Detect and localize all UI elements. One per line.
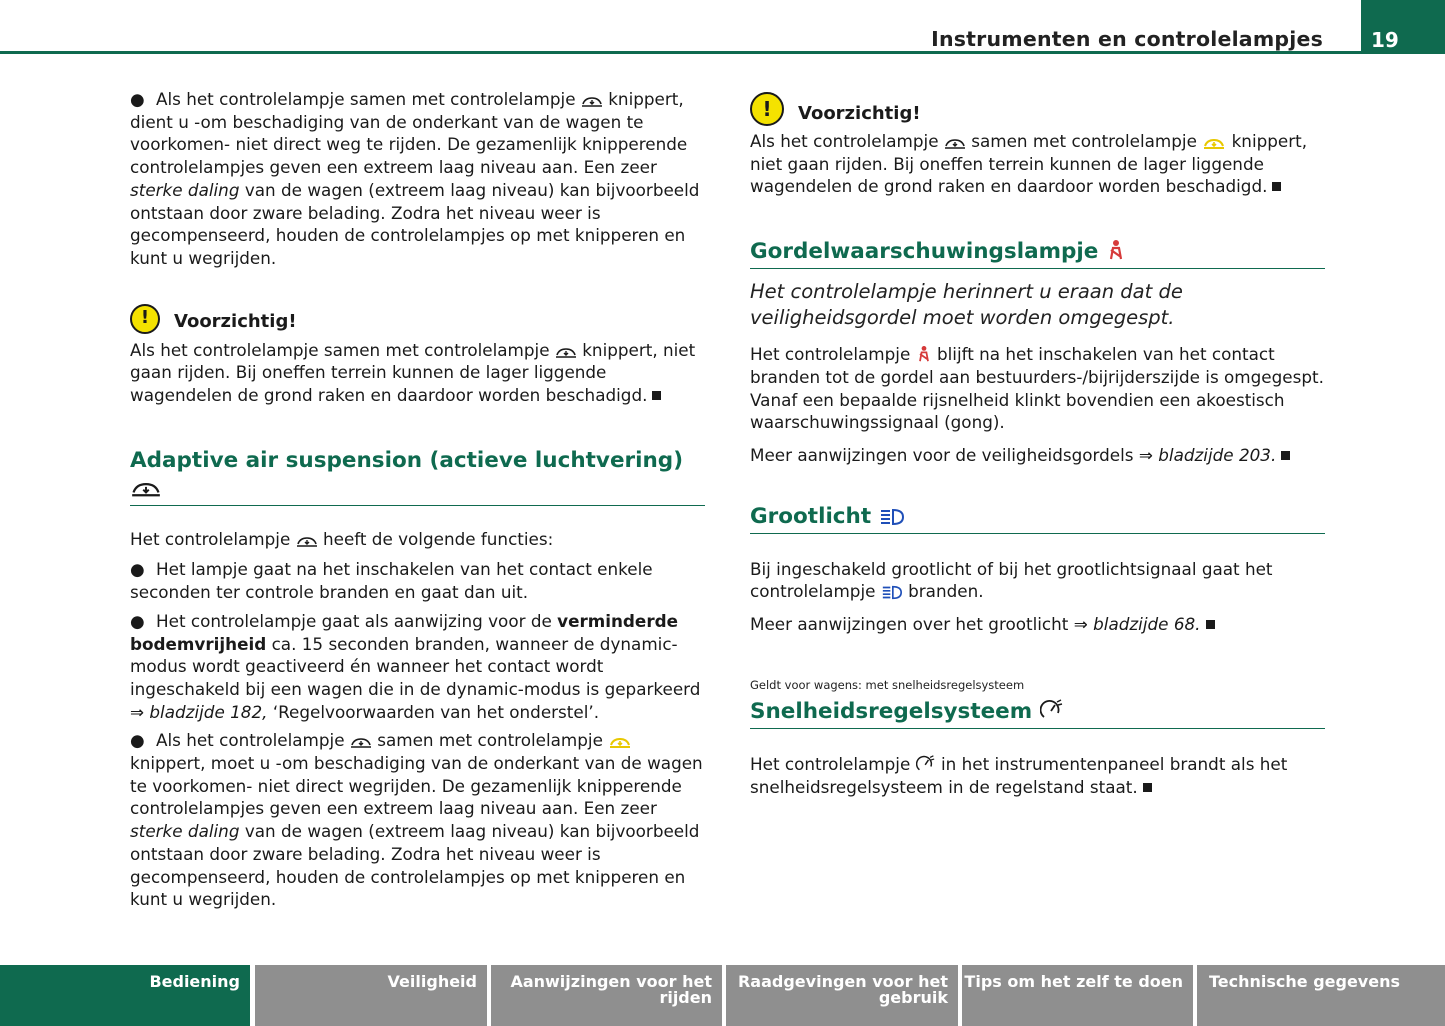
cruise-paragraph: Het controlelampje in het instrumentenpaneel brandt als het snelheidsregelsysteem in de regelstand staat.: [750, 754, 1288, 798]
end-mark-icon: [1281, 451, 1290, 460]
reference-paragraph: Meer aanwijzingen over het grootlicht ⇒ bladzijde 68.: [750, 613, 1325, 636]
bullet-paragraph: ● Als het controlelampje samen met controlelampje knippert, dient u -om beschadiging van de onderkant van de wagen te voorkomen- niet direct weg te rijden. De gezamenlijk knipperende controlelampjes geven een extreem laag niveau aan. Een zeer sterke daling van de wagen (extreem laag niveau) kan bijvoorbeeld ontstaan door zware belading. Zodra het niveau weer is gecompenseerd, houden de controlelampjes op met knipperen en kunt u wegrijden.: [130, 89, 700, 268]
page-number: 19: [1371, 28, 1399, 52]
tab-veiligheid[interactable]: Veiligheid: [255, 965, 487, 1026]
bullet-paragraph: ● Het controlelampje gaat als aanwijzing voor de verminderde bodemvrijheid ca. 15 seconden branden, wanneer de dynamic-modus wordt geactiveerd én wanneer het contact wordt ingeschakeld bij een wagen die in de dynamic-modus is geparkeerd ⇒ bladzijde 182, ‘Regelvoorwaarden van het onderstel’.: [130, 610, 701, 722]
page-title: Instrumenten en controlelampjes: [931, 27, 1323, 51]
warning-text: Als het controlelampje samen met controlelampje knippert, niet gaan rijden. Bij oneffen terrein kunnen de lager liggende wagendelen de grond raken en daardoor worden beschadigd.: [130, 339, 696, 406]
footer-navigation: [0, 965, 1445, 1026]
tab-aanwijzingen[interactable]: Aanwijzingen voor het rijden: [491, 965, 722, 1026]
page-reference-link[interactable]: bladzijde 68.: [1093, 614, 1201, 635]
tab-raadgevingen[interactable]: Raadgevingen voor het gebruik: [726, 965, 958, 1026]
end-mark-icon: [1206, 620, 1215, 629]
tab-tips[interactable]: Tips om het zelf te doen: [962, 965, 1193, 1026]
right-column: [750, 88, 1325, 799]
warning-heading: ! Voorzichtig!: [130, 304, 705, 334]
bullet-icon: ●: [130, 610, 145, 631]
caution-icon: !: [750, 92, 784, 126]
bullet-paragraph: ● Als het controlelampje samen met controlelampje knippert, moet u -om beschadiging van de onderkant van de wagen te voorkomen- niet direct wegrijden. De gezamenlijk knipperende controlelampjes geven een extreem laag niveau aan. Een zeer sterke daling van de wagen (extreem laag niveau) kan bijvoorbeeld ontstaan door zware belading. Zodra het niveau weer is gecompenseerd, houden de controlelampjes op met knipperen en kunt u wegrijden.: [130, 730, 703, 910]
bullet-icon: ●: [130, 89, 145, 109]
suspension-warning-icon: [296, 535, 318, 548]
suspension-warning-icon: [555, 346, 577, 359]
suspension-yellow-icon: [1202, 137, 1226, 150]
applicability-note: Geldt voor wagens: met snelheidsregelsysteem: [750, 677, 1025, 692]
header-rule: [0, 51, 1361, 54]
suspension-warning-icon: [944, 137, 966, 150]
page-number-box: [1361, 0, 1445, 54]
section-lead: Het controlelampje herinnert u eraan dat de veiligheidsgordel moet worden omgegespt.: [750, 280, 1183, 330]
high-beam-icon: [879, 508, 905, 526]
seatbelt-icon: [916, 345, 932, 363]
cruise-control-icon: [1040, 699, 1064, 721]
section-heading-air-suspension: Adaptive air suspension (actieve luchtvering): [130, 447, 705, 506]
section-heading-cruise-control: Snelheidsregelsysteem: [750, 698, 1325, 729]
seatbelt-icon: [1106, 239, 1126, 261]
section-heading-high-beam: Grootlicht: [750, 503, 1325, 534]
suspension-warning-icon: [350, 736, 372, 749]
reference-paragraph: Meer aanwijzingen voor de veiligheidsgordels ⇒ bladzijde 203.: [750, 444, 1325, 467]
suspension-warning-icon: [581, 95, 603, 108]
caution-icon: !: [130, 304, 160, 334]
beam-paragraph: Bij ingeschakeld grootlicht of bij het grootlichtsignaal gaat het controlelampje branden.: [750, 558, 1273, 602]
cruise-control-icon: [916, 755, 936, 773]
end-mark-icon: [1272, 182, 1281, 191]
bullet-paragraph: ● Het lampje gaat na het inschakelen van het contact enkele seconden ter controle branden en gaat dan uit.: [130, 559, 653, 603]
end-mark-icon: [1143, 783, 1152, 792]
page-reference-link[interactable]: bladzijde 182,: [149, 701, 268, 722]
bullet-icon: ●: [130, 559, 145, 580]
suspension-warning-icon: [130, 480, 162, 498]
belt-paragraph: Het controlelampje blijft na het inschakelen van het contact branden tot de gordel aan bestuurders-/bijrijderszijde is omgegespt. Vanaf een bepaalde rijsnelheid klinkt bovendien een akoestisch waarschuwingssignaal (gong).: [750, 344, 1324, 433]
warning-heading: ! Voorzichtig!: [750, 92, 1325, 126]
tab-bediening[interactable]: Bediening: [0, 965, 250, 1026]
end-mark-icon: [652, 391, 661, 400]
page-reference-link[interactable]: bladzijde 203.: [1158, 444, 1277, 465]
tab-technische-gegevens[interactable]: Technische gegevens: [1197, 965, 1445, 1026]
section-heading-seatbelt: Gordelwaarschuwingslampje: [750, 238, 1325, 269]
bullet-icon: ●: [130, 730, 145, 751]
left-column: [130, 88, 705, 911]
intro-paragraph: Het controlelampje heeft de volgende functies:: [130, 528, 554, 549]
suspension-yellow-icon: [608, 736, 632, 749]
warning-text: Als het controlelampje samen met controlelampje knippert, niet gaan rijden. Bij oneffen terrein kunnen de lager liggende wagendelen de grond raken en daardoor worden beschadigd.: [750, 131, 1308, 197]
high-beam-icon: [881, 585, 903, 600]
